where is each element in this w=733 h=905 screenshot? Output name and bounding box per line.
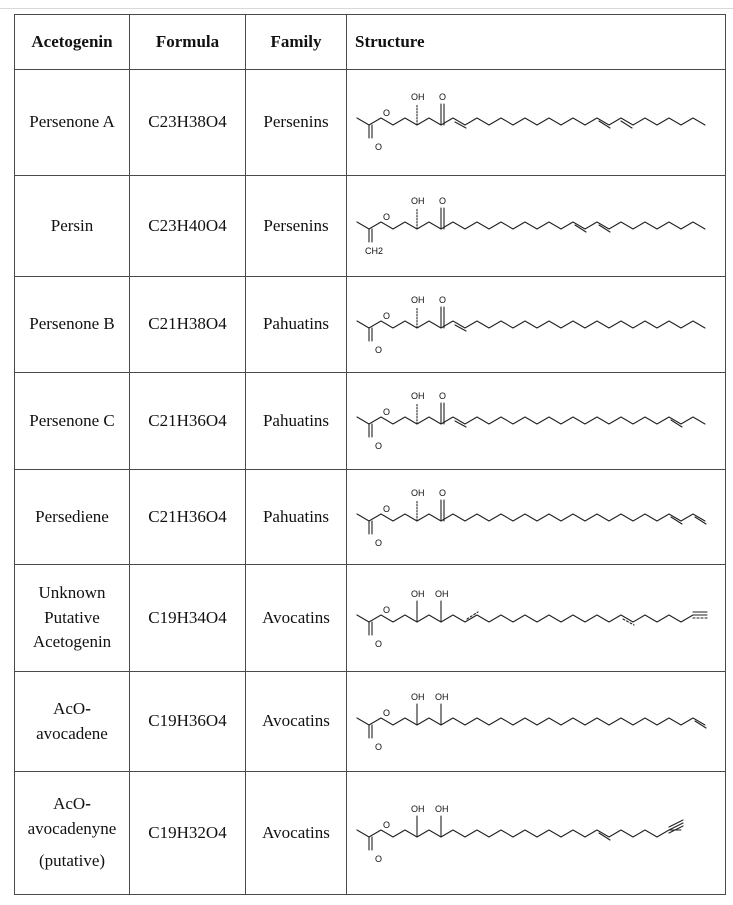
svg-text:O: O: [439, 92, 447, 102]
svg-text:O: O: [375, 345, 383, 355]
svg-text:O: O: [383, 311, 391, 321]
svg-text:O: O: [375, 742, 383, 752]
svg-text:O: O: [375, 538, 383, 548]
oh-label: OH: [411, 692, 425, 702]
structure-persenone-b: [355, 283, 715, 367]
svg-text:O: O: [383, 108, 391, 118]
header-family: Family: [246, 15, 347, 70]
formula-cell: C21H38O4: [130, 277, 246, 373]
svg-text:O: O: [439, 488, 447, 498]
family-cell: Pahuatins: [246, 373, 347, 470]
table-row: [15, 672, 726, 772]
oh-label: OH: [411, 488, 425, 498]
table-row: [15, 176, 726, 277]
formula-cell: C19H32O4: [130, 772, 246, 895]
oh-label: OH: [435, 804, 449, 814]
formula-cell: C19H36O4: [130, 672, 246, 772]
structure-cell: [347, 672, 726, 772]
family-cell: Avocatins: [246, 565, 347, 672]
header-formula: Formula: [130, 15, 246, 70]
family-cell: Persenins: [246, 70, 347, 176]
structure-aco-avocadenyne: [355, 792, 715, 876]
formula-cell: C23H40O4: [130, 176, 246, 277]
formula-cell: C21H36O4: [130, 373, 246, 470]
header-row: [15, 15, 726, 70]
family-cell: Avocatins: [246, 672, 347, 772]
structure-unknown-putative: [355, 577, 715, 661]
family-cell: Pahuatins: [246, 470, 347, 565]
structure-aco-avocadene: [355, 680, 715, 764]
acetogenin-name: Persenone B: [15, 277, 130, 373]
structure-cell: [347, 70, 726, 176]
header-structure: Structure: [347, 15, 726, 70]
acetogenin-name: Persenone C: [15, 373, 130, 470]
oh-label: OH: [411, 391, 425, 401]
formula-cell: C23H38O4: [130, 70, 246, 176]
table-row: [15, 277, 726, 373]
svg-text:O: O: [383, 407, 391, 417]
svg-text:O: O: [383, 212, 391, 222]
svg-text:O: O: [439, 295, 447, 305]
oh-label: OH: [411, 804, 425, 814]
structure-persenone-c: [355, 379, 715, 463]
acetogenin-name: Persediene: [15, 470, 130, 565]
oh-label: OH: [411, 295, 425, 305]
svg-text:O: O: [375, 142, 383, 152]
svg-text:O: O: [383, 820, 391, 830]
table-row: [15, 772, 726, 895]
acetogenin-name: Unknown Putative Acetogenin: [15, 565, 130, 672]
family-cell: Avocatins: [246, 772, 347, 895]
family-cell: Persenins: [246, 176, 347, 277]
oh-label: OH: [435, 589, 449, 599]
structure-cell: [347, 176, 726, 277]
top-divider: [0, 8, 733, 9]
structure-cell: [347, 277, 726, 373]
oh-label: OH: [411, 92, 425, 102]
acetogenin-name: Persenone A: [15, 70, 130, 176]
oh-label: OH: [435, 692, 449, 702]
oh-label: OH: [411, 196, 425, 206]
svg-text:O: O: [375, 441, 383, 451]
formula-cell: C19H34O4: [130, 565, 246, 672]
structure-persin: [355, 184, 715, 268]
svg-text:O: O: [383, 605, 391, 615]
structure-cell: [347, 772, 726, 895]
acetogenin-name: AcO- avocadene: [15, 672, 130, 772]
svg-text:O: O: [375, 854, 383, 864]
acetogenin-table: [14, 14, 726, 895]
formula-cell: C21H36O4: [130, 470, 246, 565]
svg-text:O: O: [383, 708, 391, 718]
oh-label: OH: [411, 589, 425, 599]
acetogenin-name: Persin: [15, 176, 130, 277]
ch2-label: CH2: [365, 246, 384, 256]
structure-persediene: [355, 476, 715, 560]
table-row: [15, 470, 726, 565]
acetogenin-name: AcO- avocadenyne (putative): [15, 772, 130, 895]
svg-text:O: O: [375, 639, 383, 649]
table-row: [15, 373, 726, 470]
svg-text:O: O: [439, 196, 447, 206]
header-acetogenin: Acetogenin: [15, 15, 130, 70]
structure-cell: [347, 373, 726, 470]
table-row: [15, 70, 726, 176]
family-cell: Pahuatins: [246, 277, 347, 373]
table-row: [15, 565, 726, 672]
svg-text:O: O: [383, 504, 391, 514]
structure-cell: [347, 565, 726, 672]
structure-cell: [347, 470, 726, 565]
structure-persenone-a: [355, 80, 715, 164]
svg-text:O: O: [439, 391, 447, 401]
